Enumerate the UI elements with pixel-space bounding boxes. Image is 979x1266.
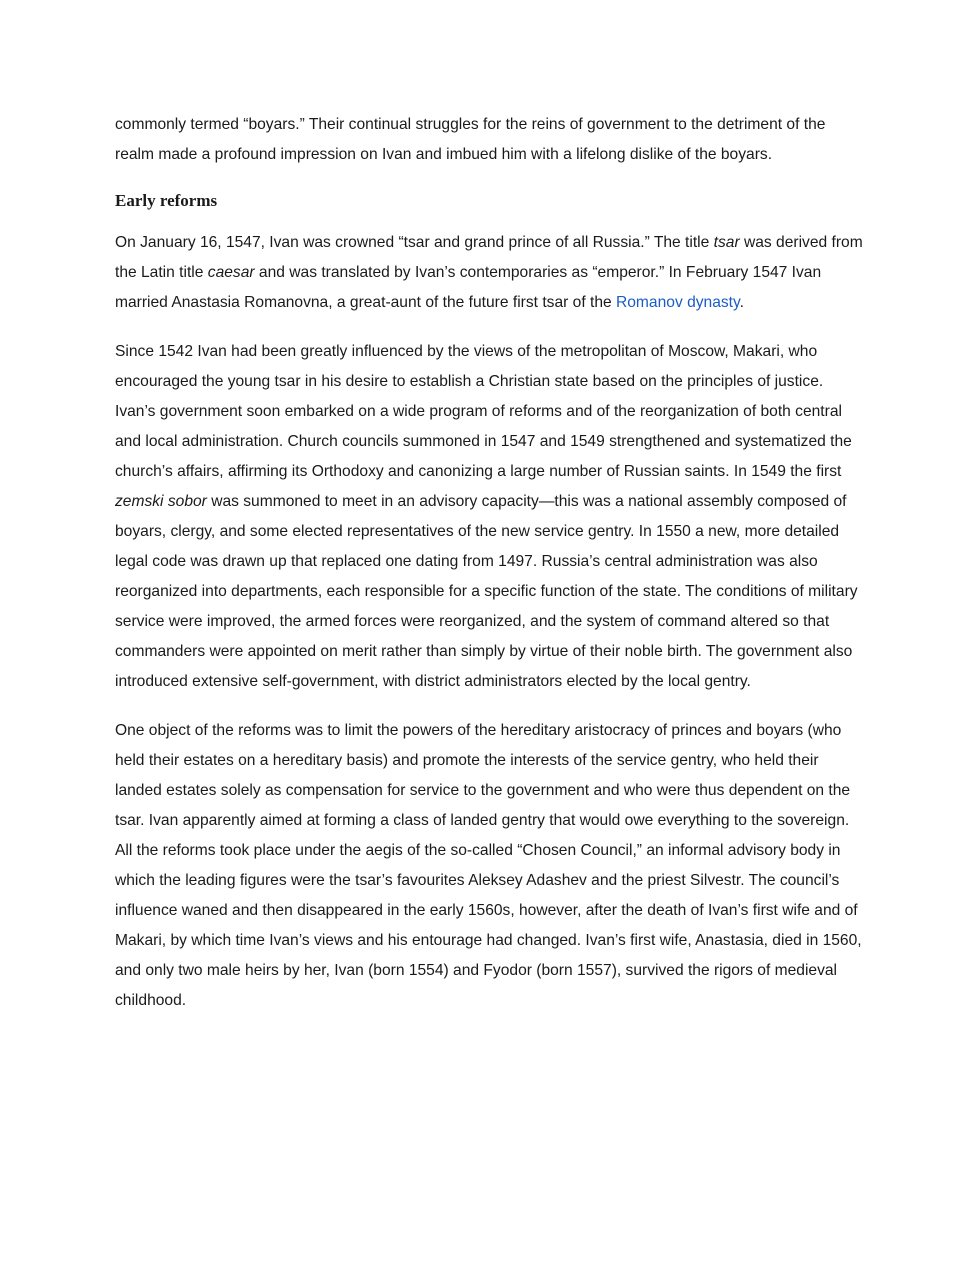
paragraph-coronation-text-1: On January 16, 1547, Ivan was crowned “tsar and grand prince of all Russia.” The title xyxy=(115,234,714,251)
paragraph-reforms xyxy=(115,337,865,697)
term-tsar: tsar xyxy=(713,234,740,251)
paragraph-reforms-text-1: Since 1542 Ivan had been greatly influenced by the views of the metropolitan of Moscow, Makari, who encouraged the young tsar in his desire to establish a Christian state based on the principles of justice. Ivan’s government soon embarked on a wide program of reforms and of the reorganization of both central and local administration. Church councils summoned in 1547 and 1549 strengthened and systematized the church’s affairs, affirming its Orthodoxy and canonizing a large number of Russian saints. In 1549 the first xyxy=(115,343,852,480)
article-body xyxy=(115,110,865,1035)
section-heading-early-reforms: Early reforms xyxy=(115,191,218,210)
paragraph-coronation-text-2: was derived from the Latin title xyxy=(115,234,863,281)
intro-paragraph-text: commonly termed “boyars.” Their continual struggles for the reins of government to the detriment of the realm made a profound impression on Ivan and imbued him with a lifelong dislike of the boyars. xyxy=(115,116,826,163)
paragraph-coronation-text-4: . xyxy=(739,294,744,311)
term-caesar: caesar xyxy=(207,264,255,281)
paragraph-reforms-text-2: was summoned to meet in an advisory capacity—this was a national assembly composed of boyars, clergy, and some elected representatives of the new service gentry. In 1550 a new, more detailed legal code was drawn up that replaced one dating from 1497. Russia’s central administration was also reorganized into departments, each responsible for a specific function of the state. The conditions of military service were improved, the armed forces were reorganized, and the system of command altered so that commanders were appointed on merit rather than simply by virtue of their noble birth. The government also introduced extensive self-government, with district administrators elected by the local gentry. xyxy=(115,493,858,690)
term-zemski-sobor: zemski sobor xyxy=(115,493,207,510)
intro-paragraph xyxy=(115,110,865,170)
paragraph-coronation xyxy=(115,228,865,318)
paragraph-aristocracy-text: One object of the reforms was to limit the powers of the hereditary aristocracy of princes and boyars (who held their estates on a hereditary basis) and promote the interests of the service gentry, who held their landed estates solely as compensation for service to the government and who were thus dependent on the tsar. Ivan apparently aimed at forming a class of landed gentry that would owe everything to the sovereign. All the reforms took place under the aegis of the so-called “Chosen Council,” an informal advisory body in which the leading figures were the tsar’s favourites Aleksey Adashev and the priest Silvestr. The council’s influence waned and then disappeared in the early 1560s, however, after the death of Ivan’s first wife and of Makari, by which time Ivan’s views and his entourage had changed. Ivan’s first wife, Anastasia, died in 1560, and only two male heirs by her, Ivan (born 1554) and Fyodor (born 1557), survived the rigors of medieval childhood. xyxy=(115,722,862,1009)
paragraph-aristocracy xyxy=(115,716,865,1016)
romanov-dynasty-link[interactable]: Romanov dynasty xyxy=(616,294,740,311)
paragraph-coronation-text-3: and was translated by Ivan’s contemporaries as “emperor.” In February 1547 Ivan married Anastasia Romanovna, a great-aunt of the future first tsar of the xyxy=(115,264,822,311)
